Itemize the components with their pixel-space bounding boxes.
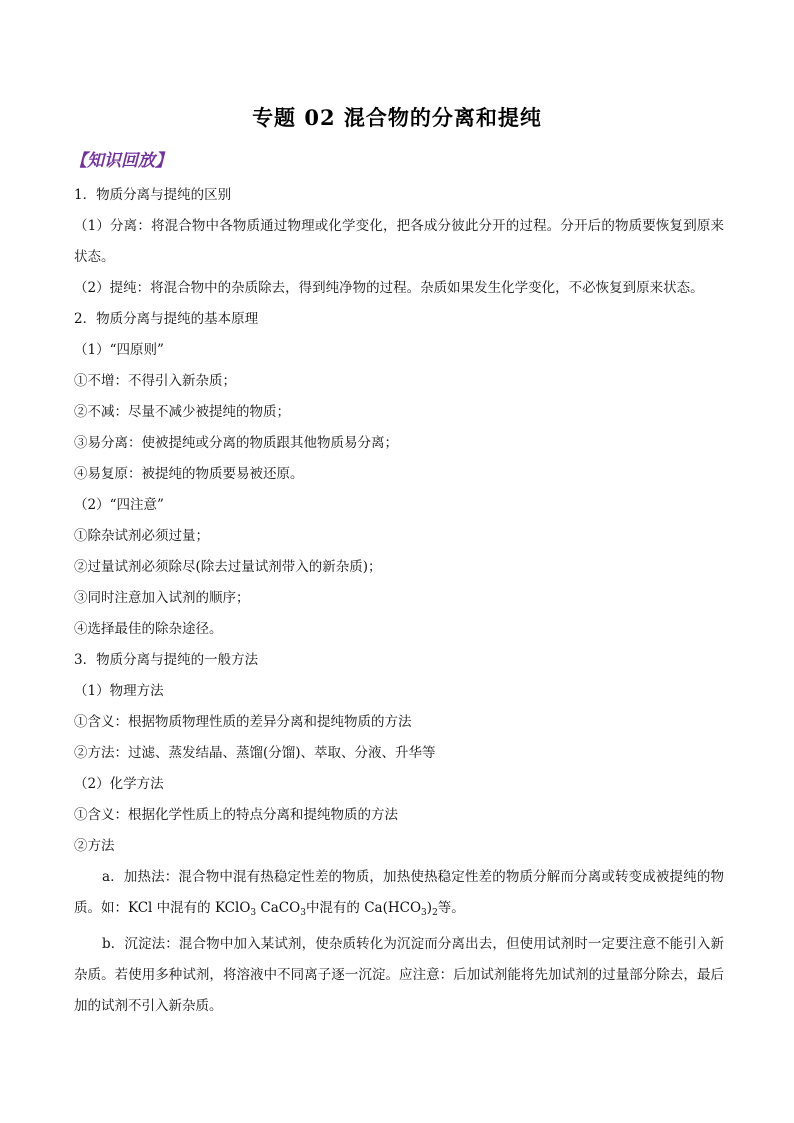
section-tag-knowledge-review: 【知识回放】 — [70, 151, 172, 171]
page-title: 专题 02 混合物的分离和提纯 — [252, 105, 542, 130]
subheading-four-principles: （1）“四原则” — [74, 342, 164, 358]
heading-1: 1．物质分离与提纯的区别 — [74, 187, 232, 203]
subheading-physical-methods: （1）物理方法 — [74, 683, 164, 699]
principle-4: ④易复原：被提纯的物质要易被还原。 — [74, 466, 304, 482]
paragraph-purification: （2）提纯：将混合物中的杂质除去，得到纯净物的过程。杂质如果发生化学变化，不必恢复到原来状态。 — [74, 280, 704, 296]
physical-methods-list: ②方法：过滤、蒸发结晶、蒸馏(分馏)、萃取、分液、升华等 — [74, 745, 436, 761]
method-heating — [74, 862, 724, 929]
subheading-four-notes: （2）“四注意” — [74, 497, 164, 513]
subscript: 3 — [421, 908, 427, 918]
chemical-methods-label: ②方法 — [74, 838, 115, 854]
principle-3: ③易分离：使被提纯或分离的物质跟其他物质易分离； — [74, 435, 398, 451]
document-body — [74, 180, 724, 1022]
method-heating-tail: 等。 — [437, 900, 465, 916]
method-heating-mid2: 中混有的 Ca(HCO — [305, 900, 422, 916]
method-precipitation: b．沉淀法：混合物中加入某试剂，使杂质转化为沉淀而分离出去，但使用试剂时一定要注意不能引入新杂质。若使用多种试剂，将溶液中不同离子逐一沉淀。应注意：后加试剂能将先加试剂的过量部分除去，最后加的试剂不引入新杂质。 — [74, 936, 724, 1014]
physical-meaning: ①含义：根据物质物理性质的差异分离和提纯物质的方法 — [74, 714, 412, 730]
heading-3: 3．物质分离与提纯的一般方法 — [74, 652, 259, 668]
method-heating-end: ) — [426, 900, 433, 916]
method-heating-mid: CaCO — [256, 900, 301, 916]
subscript: 3 — [300, 908, 306, 918]
principle-2: ②不减：尽量不减少被提纯的物质； — [74, 404, 290, 420]
note-4: ④选择最佳的除杂途径。 — [74, 621, 223, 637]
subheading-chemical-methods: （2）化学方法 — [74, 776, 164, 792]
paragraph-separation: （1）分离：将混合物中各物质通过物理或化学变化，把各成分彼此分开的过程。分开后的物质要恢复到原来状态。 — [74, 218, 724, 265]
subscript: 2 — [432, 908, 438, 918]
principle-1: ①不增：不得引入新杂质； — [74, 373, 236, 389]
chemical-meaning: ①含义：根据化学性质上的特点分离和提纯物质的方法 — [74, 807, 398, 823]
heading-2: 2．物质分离与提纯的基本原理 — [74, 311, 259, 327]
note-1: ①除杂试剂必须过量； — [74, 528, 209, 544]
note-2: ②过量试剂必须除尽(除去过量试剂带入的新杂质)； — [74, 559, 382, 575]
method-heating-text: a．加热法：混合物中混有热稳定性差的物质，加热使热稳定性差的物质分解而分离或转变成被提纯的物质。如：KCl 中混有的 KClO — [74, 869, 724, 916]
note-3: ③同时注意加入试剂的顺序； — [74, 590, 250, 606]
subscript: 3 — [250, 908, 257, 918]
